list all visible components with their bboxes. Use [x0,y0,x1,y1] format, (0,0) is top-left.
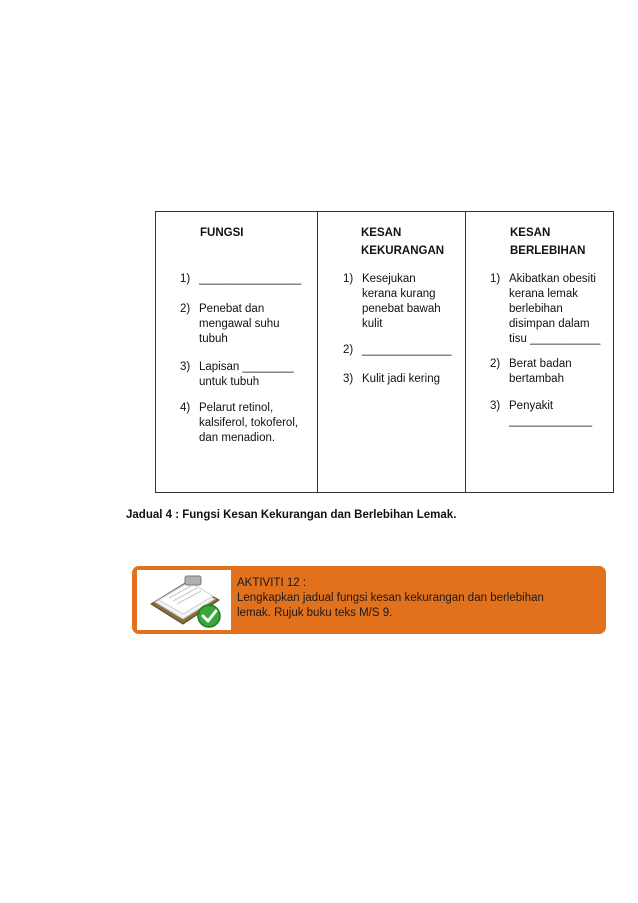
activity-title: AKTIVITI 12 : [237,577,307,589]
activity-line-2: lemak. Rujuk buku teks M/S 9. [237,607,393,619]
activity-text [237,576,597,621]
berlebihan-item-3 [490,399,614,429]
header-berlebihan-line-2: BERLEBIHAN [510,245,586,257]
kekurangan-1-line-4: kulit [362,318,383,330]
fungsi-item-1 [180,272,316,287]
berlebihan-item-1 [490,272,614,347]
kekurangan-1-line-3: penebat bawah [362,303,441,315]
berlebihan-1-line-4: disimpan dalam [509,318,590,330]
kekurangan-1-line-2: kerana kurang [362,288,436,300]
item-number: 2) [343,344,354,356]
kekurangan-2-line-1: ______________ [362,344,452,356]
fungsi-3-line-2: untuk tubuh [199,376,260,388]
header-kekurangan-line-1: KESAN [361,227,402,239]
item-number: 3) [343,373,354,385]
kekurangan-item-3 [343,372,465,387]
fungsi-item-4 [180,401,316,446]
header-kekurangan-line-2: KEKURANGAN [361,245,445,257]
clipboard-check-icon [137,570,231,630]
fungsi-item-2 [180,302,316,347]
header-kesan-kekurangan [361,224,444,260]
berlebihan-1-line-5: tisu ___________ [509,333,601,345]
header-berlebihan-line-1: KESAN [510,227,551,239]
fungsi-2-line-1: Penebat dan [199,303,265,315]
header-fungsi: FUNGSI [200,227,244,239]
kekurangan-3-line-1: Kulit jadi kering [362,373,440,385]
berlebihan-1-line-3: berlebihan [509,303,563,315]
fungsi-1-line-1: ________________ [199,273,302,285]
fungsi-4-line-1: Pelarut retinol, [199,402,274,414]
item-number: 3) [180,361,191,373]
kekurangan-item-2 [343,343,465,358]
item-number: 2) [490,358,501,370]
column-kesan-kekurangan [318,212,466,492]
fungsi-4-line-2: kalsiferol, tokoferol, [199,417,299,429]
fungsi-4-line-3: dan menadion. [199,432,276,444]
kesan-lemak-table [155,211,614,493]
berlebihan-2-line-1: Berat badan [509,358,572,370]
column-fungsi [156,212,318,492]
berlebihan-1-line-1: Akibatkan obesiti [509,273,596,285]
item-number: 1) [490,273,501,285]
berlebihan-3-line-2: _____________ [509,415,593,427]
berlebihan-item-2 [490,357,614,387]
berlebihan-1-line-2: kerana lemak [509,288,579,300]
item-number: 2) [180,303,191,315]
activity-line-1: Lengkapkan jadual fungsi kesan kekurangan dan berlebihan [237,592,544,604]
berlebihan-2-line-2: bertambah [509,373,564,385]
header-kesan-berlebihan [510,224,585,260]
fungsi-2-line-3: tubuh [199,333,228,345]
activity-banner [132,566,606,634]
column-kesan-berlebihan [466,212,613,492]
fungsi-item-3 [180,360,316,390]
item-number: 3) [490,400,501,412]
kekurangan-1-line-1: Kesejukan [362,273,416,285]
item-number: 4) [180,402,191,414]
fungsi-3-line-1: Lapisan ________ [199,361,294,373]
table-caption: Jadual 4 : Fungsi Kesan Kekurangan dan Berlebihan Lemak. [126,509,457,521]
item-number: 1) [343,273,354,285]
berlebihan-3-line-1: Penyakit [509,400,554,412]
item-number: 1) [180,273,191,285]
fungsi-2-line-2: mengawal suhu [199,318,280,330]
kekurangan-item-1 [343,272,465,332]
